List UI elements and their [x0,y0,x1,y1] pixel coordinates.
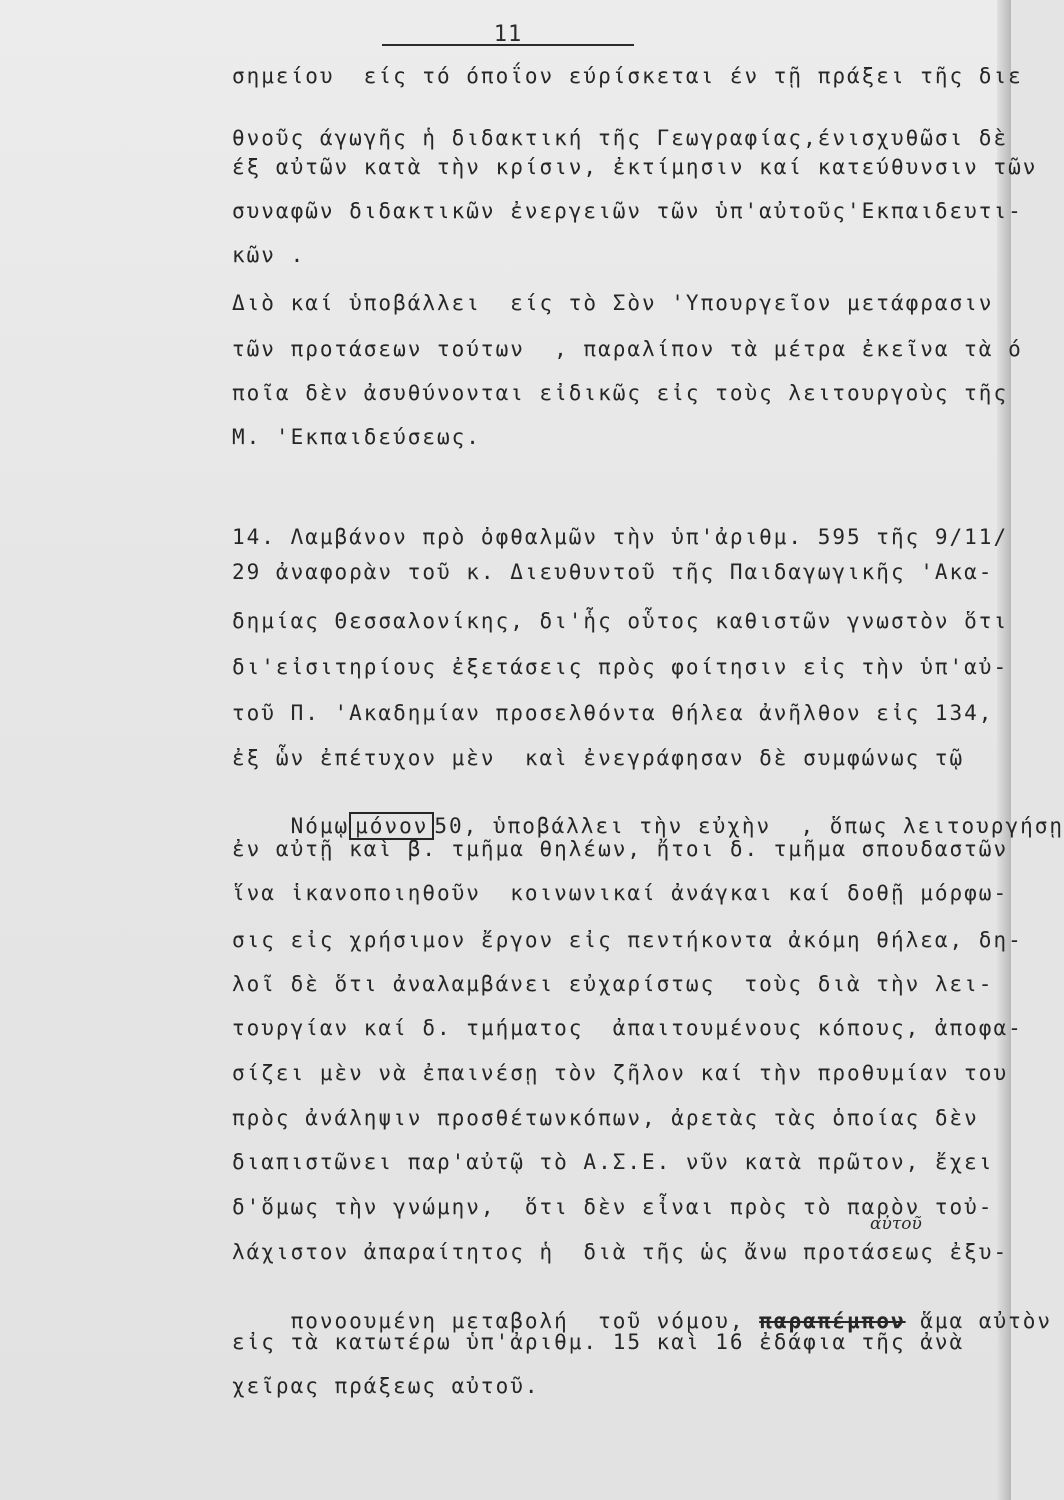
text-line-4: συναφῶν διδακτικῶν ἐνεργειῶν τῶν ὑπ'αὐτοῦς'Εκπαιδευτι- [232,199,1023,223]
text-line-8: ποῖα δὲν ἀσυθύνονται εἰδικῶς εἰς τοὺς λειτουργοὺς τῆς [232,381,1009,405]
page-edge-shadow [997,0,1011,1500]
text-line-20: λοῖ δὲ ὅτι ἀναλαμβάνει εὐχαρίστως τοὺς διὰ τὴν λει- [232,972,994,996]
text-line-11: 29 ἀναφορὰν τοῦ κ. Διευθυντοῦ τῆς Παιδαγωγικῆς 'Ακα- [232,560,994,584]
text-line-23: πρὸς ἀνάληψιν προσθέτωνκόπων, ἀρετὰς τὰς ὁποίας δὲν [232,1106,979,1130]
text-line-1: σημείου είς τό όποΐον εύρίσκεται έν τῇ πράξει τῆς διε [232,64,1023,88]
text-line-29: χεῖρας πράξεως αὐτοῦ. [232,1374,540,1398]
text-line-18: ἵνα ἱκανοποιηθοῦν κοινωνικαί ἀνάγκαι καί δοθῇ μόρφω- [232,881,1009,905]
overtyped-word: παραπέμπον [759,1309,906,1333]
page-number: 11 [493,22,523,47]
text-line-6: Διὸ καί ὑποβάλλει είς τὸ Σὸν 'Υπουργεῖον μετάφρασιν [232,291,994,315]
text-line-22: σίζει μὲν νὰ ἐπαινέσῃ τὸν ζῆλον καί τὴν προθυμίαν του [232,1061,1009,1085]
text-line-19: σις εἰς χρήσιμον ἔργον εἰς πεντήκοντα ἀκόμη θήλεα, δη- [232,928,1023,952]
text-line-3: έξ αὐτῶν κατὰ τὴν κρίσιν, ἐκτίμησιν καί κατεύθυνσιν τῶν [232,155,1038,179]
text-line-13: δι'εἰσιτηρίους ἐξετάσεις πρὸς φοίτησιν εἰς τὴν ὑπ'αὐ- [232,655,1009,679]
text-line-14: τοῦ Π. 'Ακαδημίαν προσελθόντα θήλεα ἀνῆλθον εἰς 134, [232,701,994,725]
text-line-9: Μ. 'Εκπαιδεύσεως. [232,425,481,449]
text-line-2: θνοῦς άγωγῆς ἡ διδακτική τῆς Γεωγραφίας,ένισχυθῶσι δὲ [232,126,1009,150]
line-27-end: ἅμα αὐτὸν [920,1309,1053,1333]
text-line-26: λάχιστον ἀπαραίτητος ἡ διὰ τῆς ὡς ἄνω προτάσεως ἐξυ- [232,1240,1009,1264]
text-line-24: διαπιστῶνει παρ'αὐτῷ τὸ Α.Σ.Ε. νῦν κατὰ πρῶτον, ἔχει [232,1150,994,1174]
text-line-7: τῶν προτάσεων τούτων , παραλίπον τὰ μέτρα ἐκεῖνα τὰ ό [232,337,1023,361]
text-line-21: τουργίαν καί δ. τμήματος ἀπαιτουμένους κόπους, ἀποφα- [232,1016,1023,1040]
text-line-10: 14. Λαμβάνον πρὸ ὀφθαλμῶν τὴν ὑπ'ἀριθμ. 595 τῆς 9/11/ [232,525,1009,549]
page-number-rule [382,44,634,46]
text-line-15: ἐξ ὧν ἐπέτυχον μὲν καὶ ἐνεγράφησαν δὲ συμφώνως τῷ [232,746,965,770]
law-word: Νόμῳ [290,814,350,838]
handwritten-insertion: αὐτοῦ [870,1214,922,1234]
line-16-rest: 50, ὑποβάλλει τὴν εὐχὴν , ὅπως λειτουργήσῃ [434,814,1064,838]
text-line-5: κῶν . [232,243,306,267]
text-line-25: δ'ὅμως τὴν γνώμην, ὅτι δὲν εἶναι πρὸς τὸ παρὸν τοὐ- [232,1195,994,1219]
text-line-17: ἐν αὐτῇ καὶ β. τμῆμα θηλέων, ἤτοι δ. τμῆμα σπουδαστῶν [232,837,1009,861]
boxed-word: μόνον [349,812,434,840]
text-line-12: δημίας Θεσσαλονίκης, δι'ἧς οὗτος καθιστῶν γνωστὸν ὅτι [232,609,1009,633]
text-line-28: εἰς τὰ κατωτέρω ὑπ'ἀριθμ. 15 καὶ 16 ἐδάφια τῆς ἀνὰ [232,1330,965,1354]
line-27-start: πονοουμένη μεταβολή τοῦ νόμου, [290,1309,745,1333]
